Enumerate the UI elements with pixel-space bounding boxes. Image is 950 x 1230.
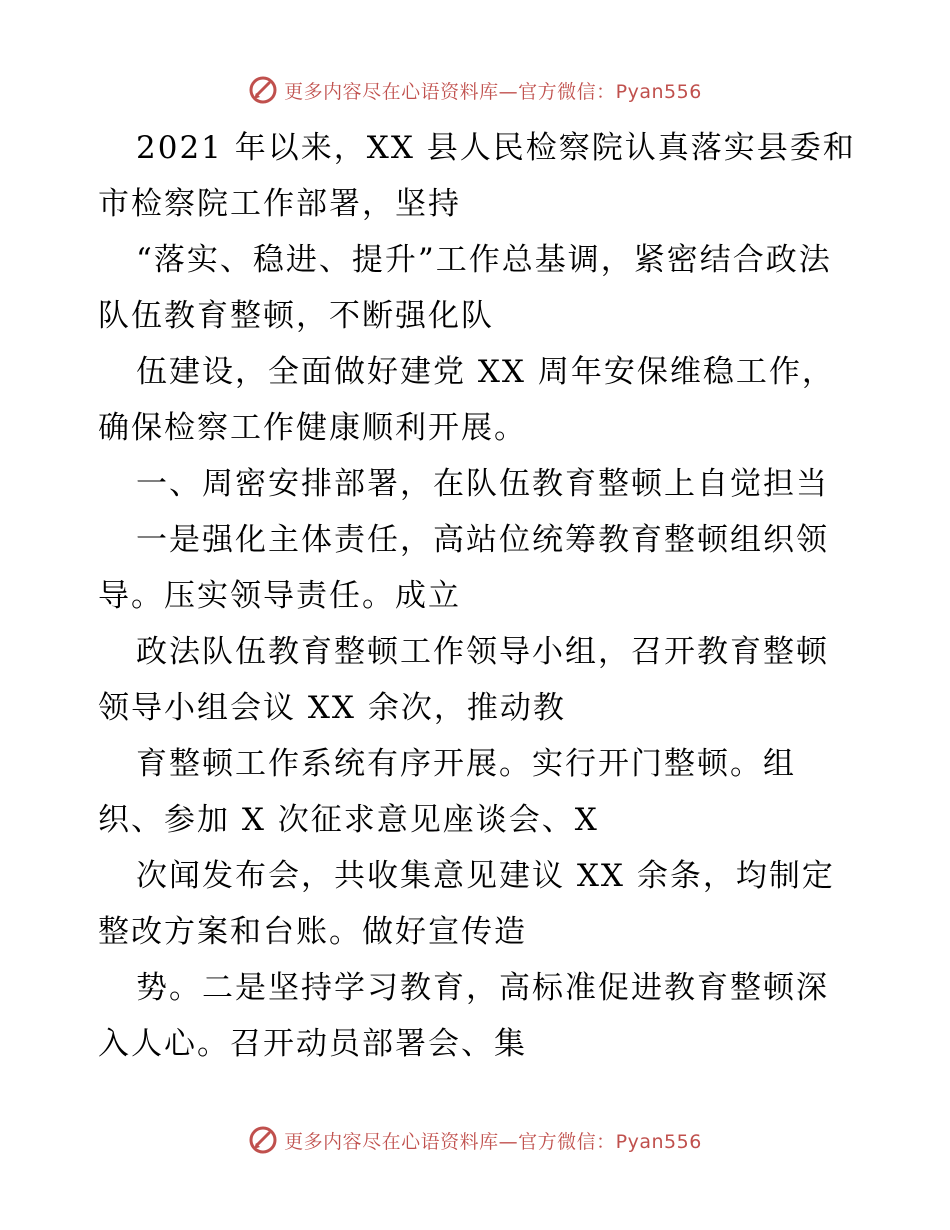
paragraph: “落实、稳进、提升”工作总基调，紧密结合政法队伍教育整顿，不断强化队 bbox=[98, 242, 832, 334]
footer-banner-text: 更多内容尽在心语资料库—官方微信：Pyan556 bbox=[284, 1130, 702, 1153]
brand-logo-icon bbox=[248, 75, 278, 105]
header-banner-text: 更多内容尽在心语资料库—官方微信：Pyan556 bbox=[284, 80, 702, 103]
header-banner bbox=[0, 70, 950, 110]
paragraph: 一是强化主体责任，高站位统筹教育整顿组织领导。压实领导责任。成立 bbox=[98, 522, 829, 614]
paragraph: 伍建设，全面做好建党 XX 周年安保维稳工作，确保检察工作健康顺利开展。 bbox=[98, 354, 835, 446]
footer-banner bbox=[0, 1120, 950, 1160]
paragraph: 政法队伍教育整顿工作领导小组，召开教育整顿领导小组会议 XX 余次，推动教 bbox=[98, 634, 829, 726]
document-body bbox=[98, 120, 858, 1072]
paragraph: 育整顿工作系统有序开展。实行开门整顿。组织、参加 X 次征求意见座谈会、X bbox=[98, 746, 796, 838]
paragraph: 次闻发布会，共收集意见建议 XX 余条，均制定整改方案和台账。做好宣传造 bbox=[98, 858, 835, 950]
paragraph: 2021 年以来，XX 县人民检察院认真落实县委和市检察院工作部署，坚持 bbox=[98, 130, 856, 222]
brand-logo-icon bbox=[248, 1125, 278, 1155]
paragraph: 势。二是坚持学习教育，高标准促进教育整顿深入人心。召开动员部署会、集 bbox=[98, 970, 829, 1062]
paragraph: 一、周密安排部署，在队伍教育整顿上自觉担当 bbox=[136, 466, 829, 502]
